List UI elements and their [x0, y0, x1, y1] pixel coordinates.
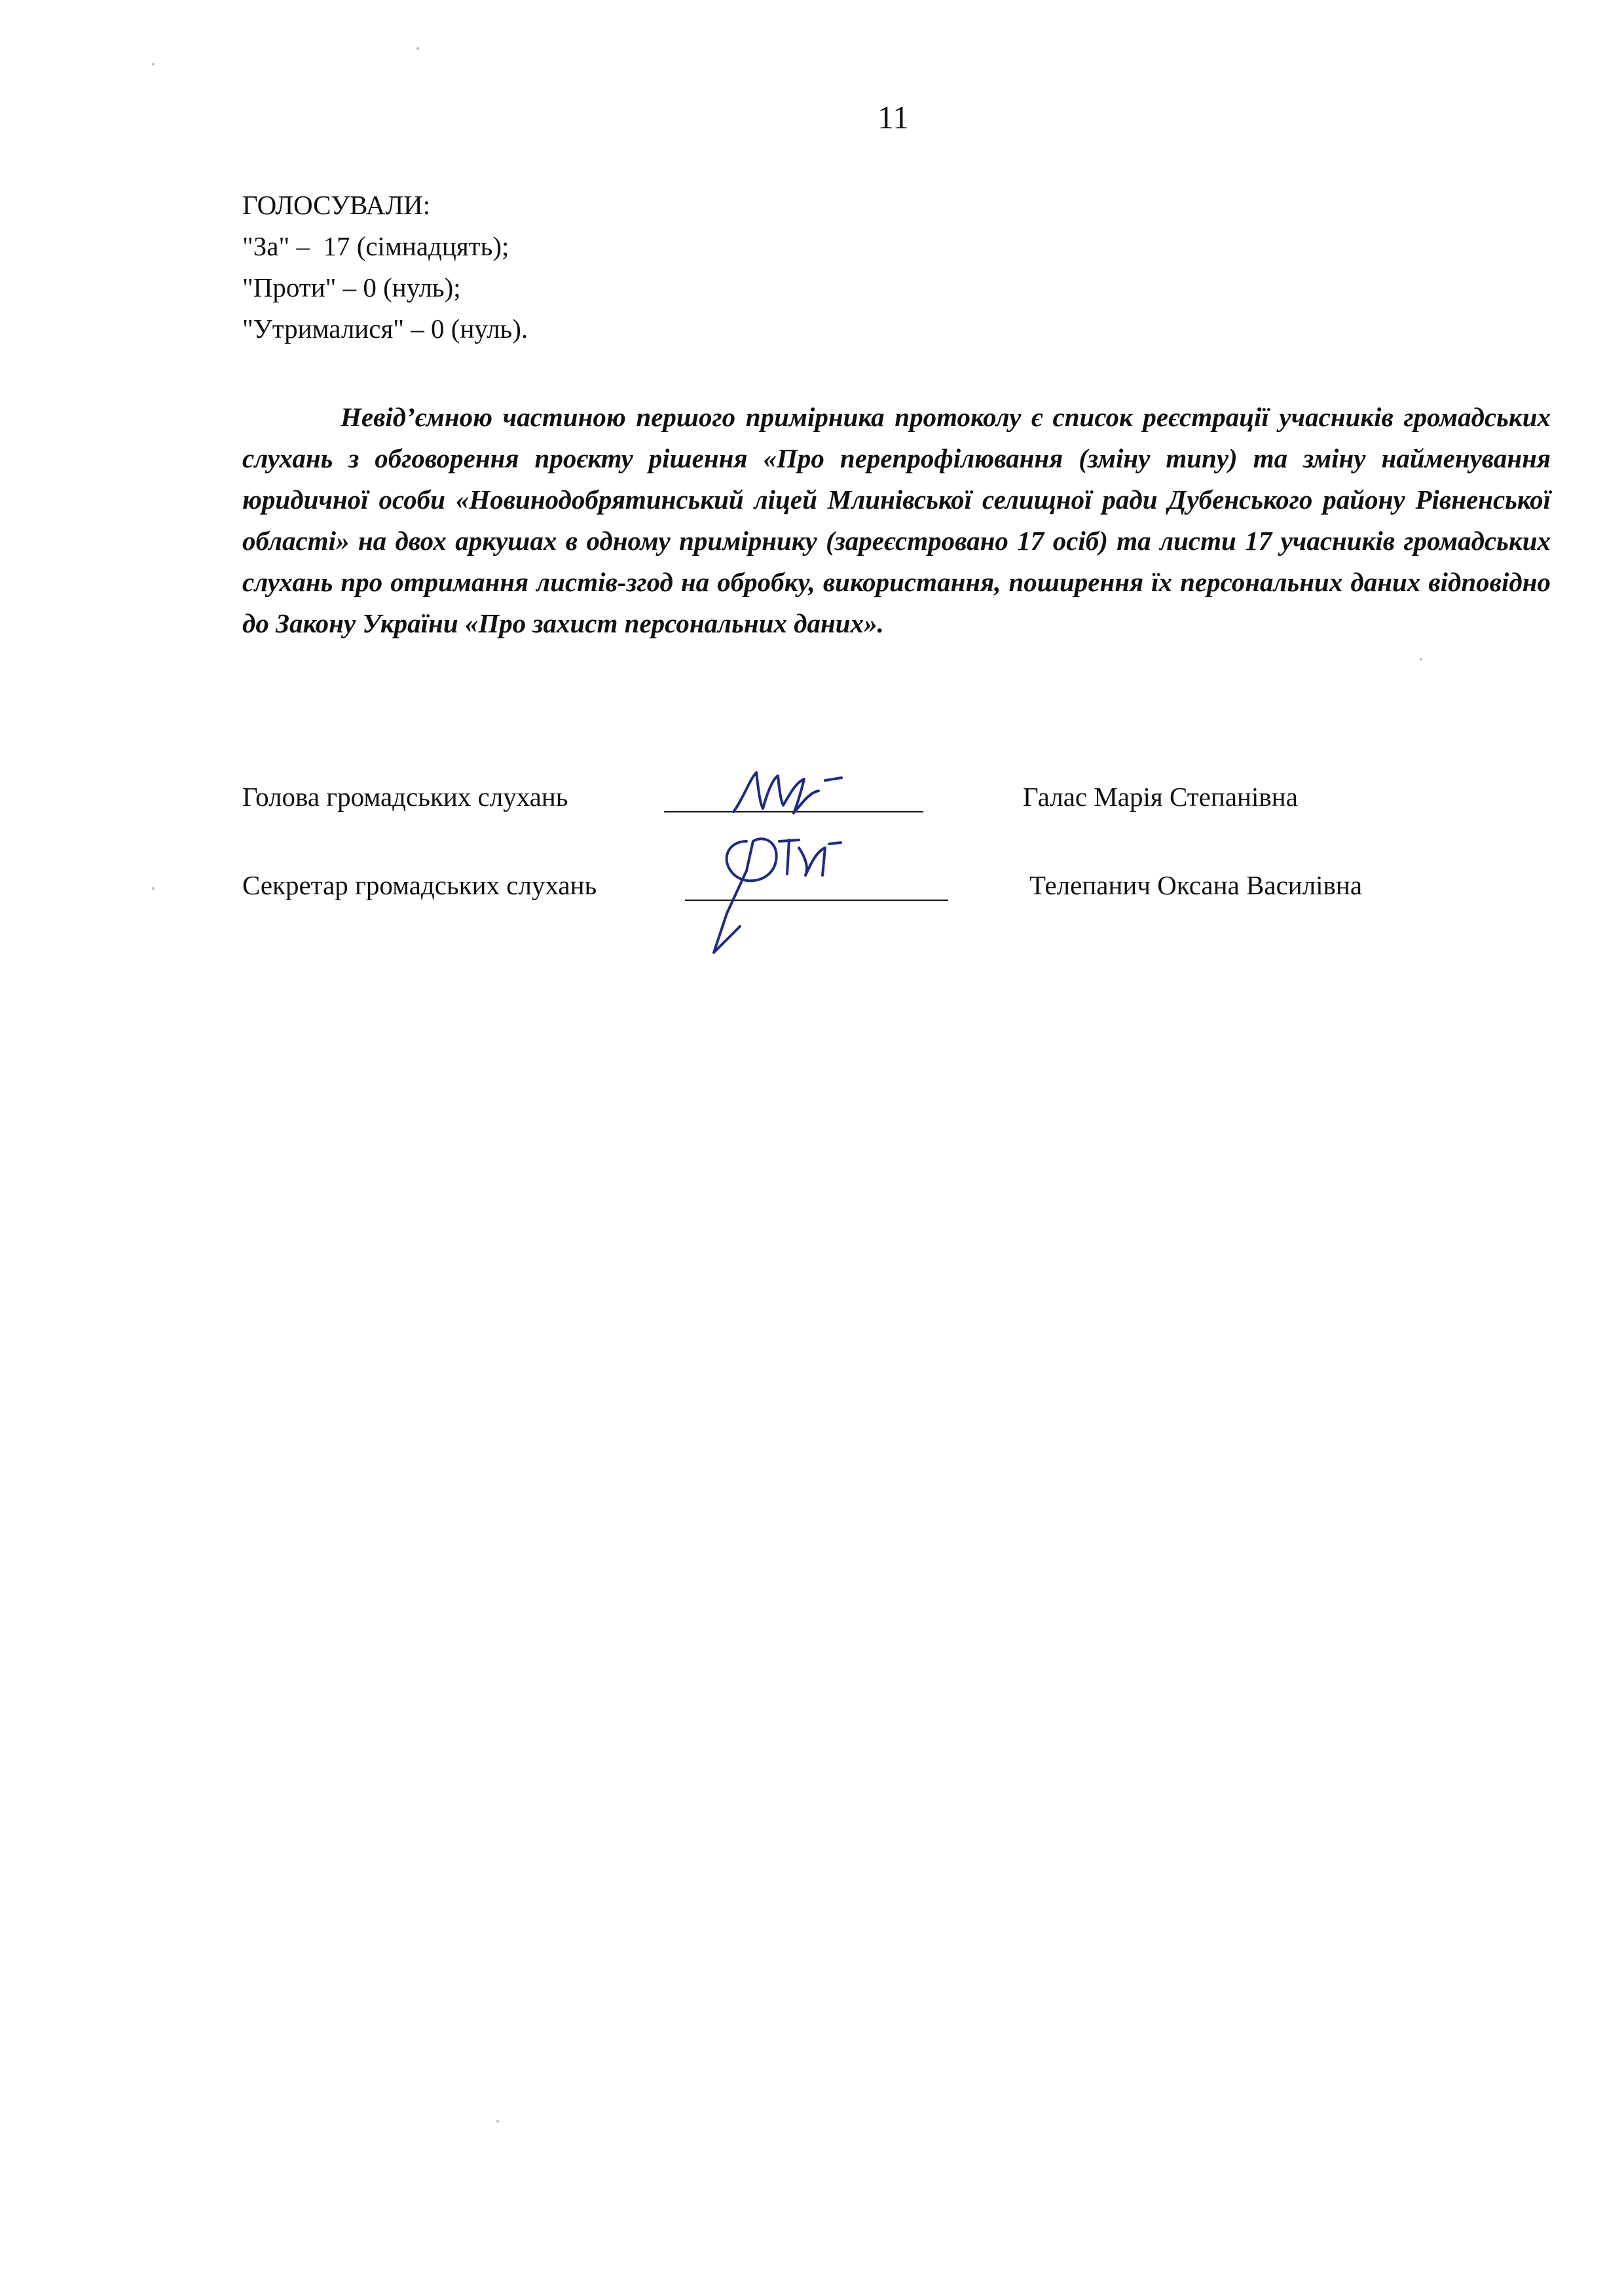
secretary-role: Секретар громадських слухань — [242, 870, 597, 900]
secretary-handwritten-signature — [701, 822, 845, 969]
secretary-name: Телепанич Оксана Василівна — [1029, 870, 1363, 900]
page-number: 11 — [877, 99, 910, 136]
annex-note: Невід’ємною частиною першого примірника протоколу є список реєстрації учасників громадських слухань з обговорення проєкту рішення «Про перепрофілювання (зміну типу) та зміну найменування юридичної особи «Новинодобрятинський ліцей Млинівської селищної ради Дубенського району Рівненської області» на двох аркушах в одному примірнику (зареєстровано 17 осіб) та листи 17 учасників громадських слухань про отримання листів-згод на обробку, використання, поширення їх персональних даних відповідно до Закону України «Про захист персональних даних». — [242, 402, 1551, 638]
vote-against: "Проти" – 0 (нуль); — [242, 272, 461, 302]
voting-heading: ГОЛОСУВАЛИ: — [242, 190, 431, 220]
vote-abstained: "Утрималися" – 0 (нуль). — [242, 314, 528, 344]
scan-mark — [416, 47, 419, 50]
scan-mark — [152, 63, 155, 65]
scan-mark — [496, 2120, 499, 2123]
chair-handwritten-signature — [727, 759, 858, 822]
secretary-signature-row — [242, 858, 1454, 910]
chair-role: Голова громадських слухань — [242, 782, 568, 812]
scan-mark — [152, 887, 155, 890]
chair-name: Галас Марія Степанівна — [1023, 782, 1298, 812]
scan-mark — [1420, 658, 1422, 661]
voting-block — [242, 185, 528, 350]
vote-for: "За" – 17 (сімнадцять); — [242, 231, 509, 261]
